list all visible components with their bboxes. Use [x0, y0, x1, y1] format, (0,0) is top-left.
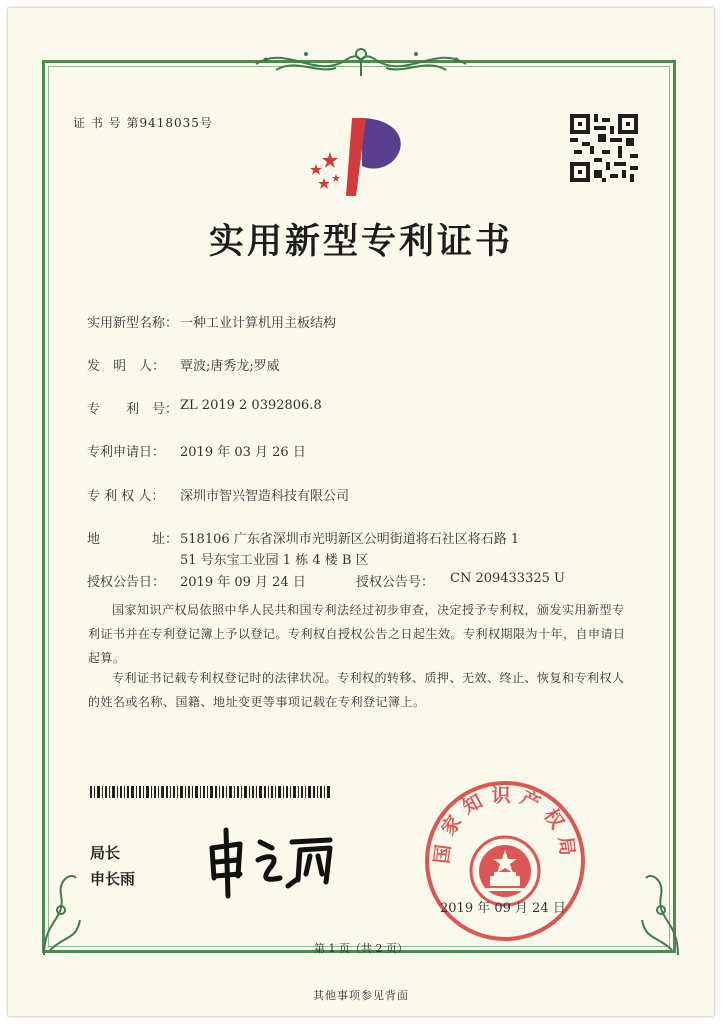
barcode-icon [90, 786, 330, 798]
top-ornament [236, 40, 486, 84]
legal-status-paragraph: 专利证书记载专利权登记时的法律状况。专利权的转移、质押、无效、终止、恢复和专利权人的姓名或名称、国籍、地址变更等事项记载在专利登记簿上。 [88, 671, 625, 709]
field-label-filing-date: 专利申请日： [87, 445, 166, 460]
director-title: 局长 [90, 844, 121, 862]
national-emblem-icon [471, 837, 539, 905]
field-value-announce-date: 2019 年 09 月 24 日 [180, 575, 306, 590]
field-label-name: 实用新型名称： [87, 316, 179, 331]
field-value-filing-date: 2019 年 03 月 26 日 [180, 445, 306, 460]
field-value-announce-no: CN 209433325 U [450, 571, 565, 586]
page-number: 第 1 页（共 2 页） [314, 942, 408, 955]
field-value-patent-no: ZL 2019 2 0392806.8 [180, 398, 322, 413]
certificate-number: 证 书 号 第9418035号 [73, 116, 213, 130]
field-label-announce-no: 授权公告号： [356, 575, 435, 590]
field-value-patentee: 深圳市智兴智造科技有限公司 [180, 489, 350, 504]
field-label-inventors: 发 明 人： [87, 359, 166, 374]
field-label-patentee: 专 利 权 人： [87, 489, 165, 504]
certificate-title: 实用新型专利证书 [208, 221, 513, 262]
seal-date: 2019 年 09 月 24 日 [440, 901, 566, 916]
grant-paragraph: 国家知识产权局依照中华人民共和国专利法经过初步审查，决定授予专利权，颁发实用新型专利证书并在专利登记簿上予以登记。专利权自授权公告之日起生效。专利权期限为十年，自申请日起算。 [88, 603, 626, 665]
field-label-announce-date: 授权公告日： [87, 575, 166, 590]
patent-office-logo-icon [302, 112, 412, 200]
official-seal-icon [420, 776, 590, 946]
qr-code-icon [570, 114, 638, 182]
field-value-name: 一种工业计算机用主板结构 [180, 316, 337, 331]
field-value-address-line2: 51 号东宝工业园 1 栋 4 楼 B 区 [180, 553, 369, 568]
field-label-address: 地 址： [87, 532, 179, 547]
footer-note: 其他事项参见背面 [313, 989, 409, 1002]
seal-text: 国家知识产权局 [430, 784, 580, 865]
field-label-patent-no: 专 利 号： [87, 402, 179, 417]
director-name: 申长雨 [90, 870, 136, 888]
signature-icon [200, 820, 360, 900]
field-value-address-line1: 518106 广东省深圳市光明新区公明街道将石社区将石路 1 [180, 532, 520, 547]
field-value-inventors: 覃波;唐秀龙;罗威 [180, 359, 280, 374]
